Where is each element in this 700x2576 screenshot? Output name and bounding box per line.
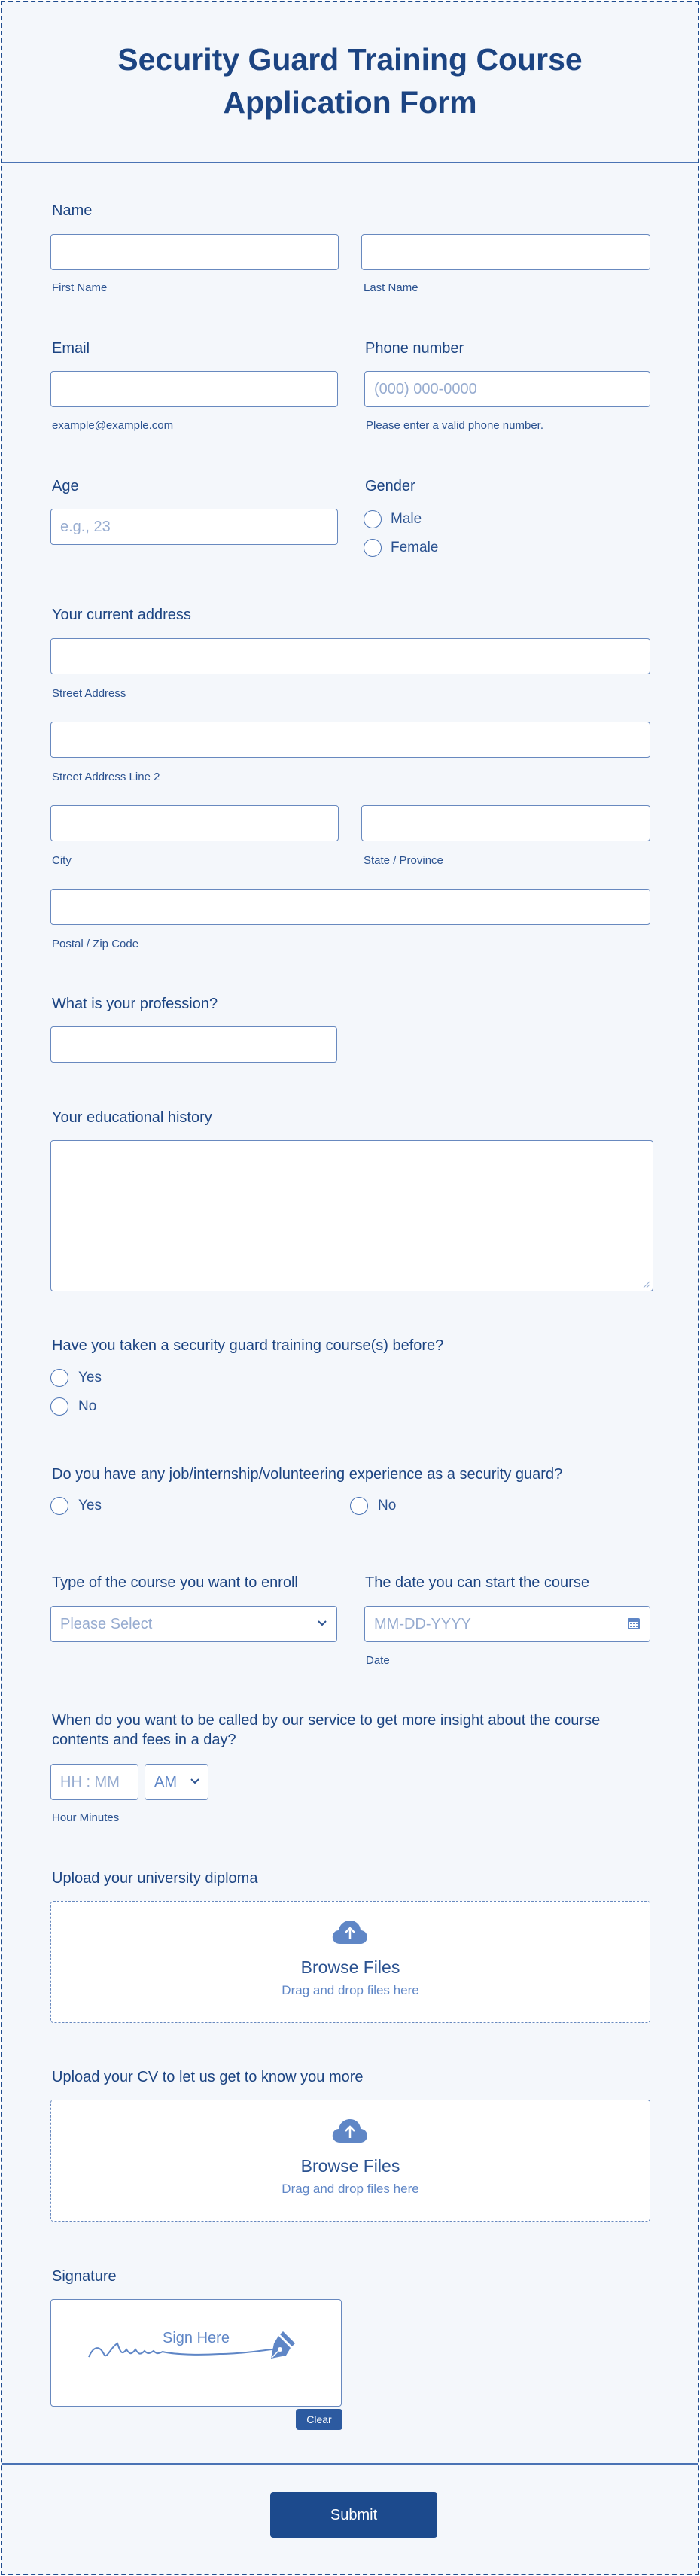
resize-handle-icon[interactable] [643, 1281, 650, 1288]
last-name-input[interactable] [361, 234, 650, 270]
email-label: Email [52, 340, 90, 357]
start-date-sublabel: Date [366, 1654, 390, 1667]
diploma-drag-drop-text: Drag and drop files here [282, 1983, 419, 1997]
city-sublabel: City [52, 854, 72, 867]
diploma-upload-dropzone[interactable] [50, 1901, 650, 2023]
call-time-label-line-2: contents and fees in a day? [52, 1732, 236, 1748]
address-label: Your current address [52, 607, 191, 623]
email-sublabel: example@example.com [52, 419, 174, 432]
age-input[interactable] [50, 509, 338, 545]
state-sublabel: State / Province [364, 854, 443, 867]
profession-label: What is your profession? [52, 996, 218, 1012]
call-time-input[interactable] [50, 1764, 138, 1800]
training-yes-label: Yes [78, 1370, 102, 1385]
pen-nib-icon [266, 2330, 297, 2360]
email-input[interactable] [50, 371, 338, 407]
form-title [47, 38, 653, 124]
start-date-placeholder: MM-DD-YYYY [374, 1616, 471, 1632]
course-type-label: Type of the course you want to enroll [52, 1574, 298, 1591]
zip-sublabel: Postal / Zip Code [52, 938, 139, 950]
gender-male-label: Male [391, 511, 422, 527]
call-time-label-line-1: When do you want to be called by our service to get more insight about the course [52, 1712, 601, 1729]
training-before-label: Have you taken a security guard training course(s) before? [52, 1337, 444, 1354]
age-placeholder: e.g., 23 [60, 519, 111, 535]
course-type-select[interactable] [50, 1606, 337, 1642]
chevron-down-icon [190, 1778, 200, 1785]
form-title-line-2: Application Form [223, 85, 477, 120]
form-container [1, 1, 699, 2575]
street-address-line2-sublabel: Street Address Line 2 [52, 771, 160, 783]
chevron-down-icon [317, 1620, 327, 1627]
first-name-sublabel: First Name [52, 281, 108, 294]
experience-no-radio[interactable] [350, 1497, 368, 1515]
phone-sublabel: Please enter a valid phone number. [366, 419, 543, 432]
state-input[interactable] [361, 805, 650, 841]
first-name-input[interactable] [50, 234, 339, 270]
form-header [2, 2, 698, 163]
gender-female-label: Female [391, 540, 439, 555]
phone-input[interactable] [364, 371, 650, 407]
profession-input[interactable] [50, 1026, 337, 1063]
street-address-input[interactable] [50, 638, 650, 674]
cv-browse-files[interactable]: Browse Files [300, 2156, 400, 2176]
calendar-icon[interactable] [627, 1616, 641, 1630]
experience-yes-radio[interactable] [50, 1497, 68, 1515]
form-title-line-1: Security Guard Training Course [117, 42, 583, 77]
call-time-placeholder: HH : MM [60, 1774, 120, 1790]
cloud-upload-icon [331, 2117, 369, 2144]
signature-clear-button[interactable]: Clear [296, 2409, 342, 2430]
last-name-sublabel: Last Name [364, 281, 418, 294]
training-no-label: No [78, 1398, 97, 1414]
diploma-label: Upload your university diploma [52, 1870, 258, 1887]
signature-label: Signature [52, 2268, 117, 2285]
training-no-radio[interactable] [50, 1397, 68, 1416]
call-ampm-value: AM [154, 1774, 177, 1790]
course-type-placeholder: Please Select [60, 1616, 153, 1632]
cv-label: Upload your CV to let us get to know you more [52, 2069, 364, 2085]
phone-label: Phone number [365, 340, 464, 357]
gender-male-radio[interactable] [364, 510, 382, 528]
age-label: Age [52, 478, 79, 494]
education-label: Your educational history [52, 1109, 212, 1126]
phone-placeholder: (000) 000-0000 [374, 381, 477, 397]
experience-yes-label: Yes [78, 1498, 102, 1513]
diploma-browse-files[interactable]: Browse Files [300, 1957, 400, 1977]
experience-no-label: No [378, 1498, 397, 1513]
cv-drag-drop-text: Drag and drop files here [282, 2182, 419, 2196]
name-label: Name [52, 202, 93, 219]
start-date-label: The date you can start the course [365, 1574, 589, 1591]
zip-input[interactable] [50, 889, 650, 925]
experience-label: Do you have any job/internship/volunteering experience as a security guard? [52, 1466, 563, 1483]
sign-here-text: Sign Here [163, 2330, 230, 2346]
submit-button[interactable]: Submit [270, 2492, 437, 2538]
call-time-sublabel: Hour Minutes [52, 1811, 120, 1824]
cloud-upload-icon [331, 1918, 369, 1945]
cv-upload-dropzone[interactable] [50, 2100, 650, 2222]
street-address-sublabel: Street Address [52, 687, 126, 700]
education-textarea[interactable] [50, 1140, 653, 1291]
training-yes-radio[interactable] [50, 1369, 68, 1387]
signature-pad[interactable] [50, 2299, 342, 2407]
form-footer [2, 2463, 698, 2575]
street-address-line2-input[interactable] [50, 722, 650, 758]
gender-label: Gender [365, 478, 415, 494]
gender-female-radio[interactable] [364, 539, 382, 557]
call-ampm-select[interactable] [145, 1764, 208, 1800]
city-input[interactable] [50, 805, 339, 841]
start-date-input[interactable] [364, 1606, 650, 1642]
